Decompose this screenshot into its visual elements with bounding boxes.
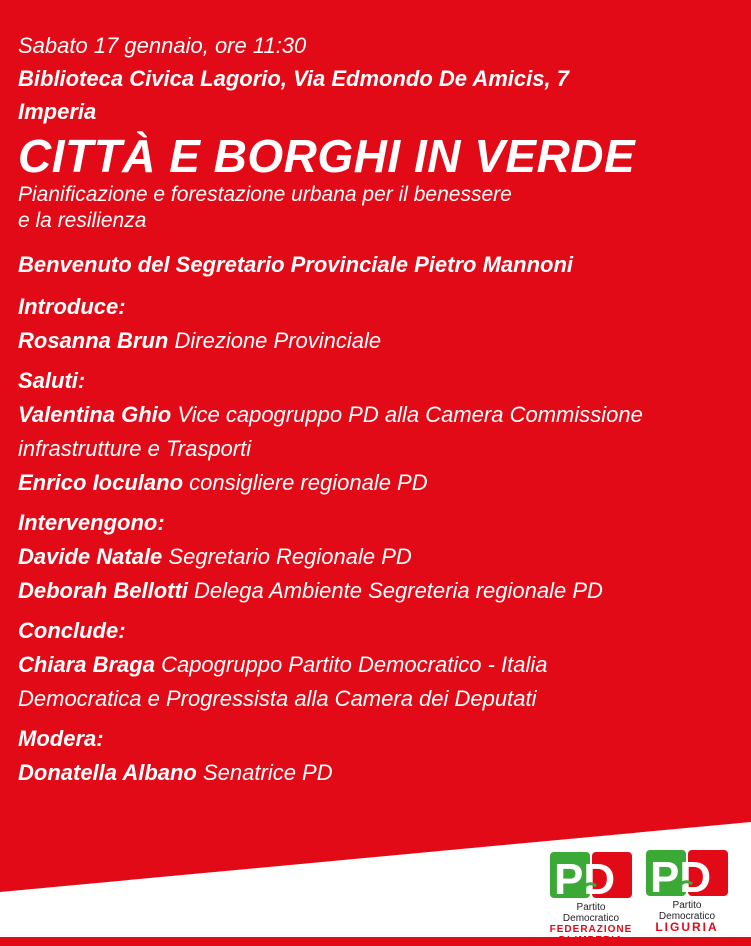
pd-imperia-logo	[548, 850, 634, 946]
logo-caption	[548, 902, 634, 946]
pd-mark-icon	[644, 848, 730, 900]
speaker-name: Davide Natale	[18, 544, 163, 569]
speaker-name: Valentina Ghio	[18, 402, 172, 427]
speaker-role: Direzione Provinciale	[174, 328, 382, 353]
subtitle-line-1: Pianificazione e forestazione urbana per il benessere	[18, 183, 512, 206]
logo-branch-line1: LIGURIA	[655, 920, 719, 934]
section-label: Saluti:	[18, 368, 86, 393]
logo-branch-line1: FEDERAZIONE	[549, 924, 633, 935]
section-saluti	[18, 364, 738, 500]
speaker-role: Senatrice PD	[203, 760, 333, 785]
logo-branch-line2: DI IMPERIA	[558, 935, 624, 946]
logo-party-name: Partito Democratico	[562, 902, 620, 924]
section-introduce	[18, 290, 738, 358]
speaker-name: Rosanna Brun	[18, 328, 169, 353]
section-label: Introduce:	[18, 294, 126, 319]
section-label: Intervengono:	[18, 510, 165, 535]
section-modera	[18, 722, 738, 790]
section-intervengono	[18, 506, 738, 608]
event-details	[18, 30, 738, 796]
speaker-row	[18, 540, 738, 574]
speaker-row	[18, 466, 738, 500]
speaker-name: Donatella Albano	[18, 760, 197, 785]
event-subtitle	[18, 182, 738, 234]
speaker-row	[18, 324, 738, 358]
speaker-row	[18, 756, 738, 790]
speaker-row	[18, 574, 738, 608]
welcome-line: Benvenuto del Segretario Provinciale Pietro Mannoni	[18, 252, 574, 277]
pd-liguria-logo	[644, 848, 730, 933]
venue-city: Imperia	[18, 99, 97, 124]
logo-caption	[644, 900, 730, 933]
speaker-role: consigliere regionale PD	[189, 470, 428, 495]
speaker-row	[18, 398, 738, 432]
speaker-role: Delega Ambiente Segreteria regionale PD	[194, 578, 603, 603]
speaker-role: Segretario Regionale PD	[168, 544, 412, 569]
section-label: Modera:	[18, 726, 104, 751]
speaker-row	[18, 648, 738, 682]
speaker-role: Capogruppo Partito Democratico - Italia	[161, 652, 548, 677]
speaker-name: Deborah Bellotti	[18, 578, 188, 603]
speaker-role-continued: infrastrutture e Trasporti	[18, 436, 252, 461]
speaker-role: Vice capogruppo PD alla Camera Commissione	[177, 402, 643, 427]
logo-mark-text: PD	[554, 855, 616, 902]
pd-mark-icon	[548, 850, 634, 902]
venue-address: Biblioteca Civica Lagorio, Via Edmondo De Amicis, 7	[18, 66, 569, 91]
event-venue	[18, 62, 738, 128]
event-title: CITTÀ E BORGHI IN VERDE	[18, 130, 636, 182]
subtitle-line-2: e la resilienza	[18, 209, 147, 232]
speaker-role-continued: Democratica e Progressista alla Camera dei Deputati	[18, 686, 537, 711]
speaker-name: Chiara Braga	[18, 652, 155, 677]
section-conclude	[18, 614, 738, 716]
speaker-name: Enrico Ioculano	[18, 470, 184, 495]
section-label: Conclude:	[18, 618, 126, 643]
logo-mark-text: PD	[650, 853, 712, 900]
logo-party-name: Partito Democratico	[658, 900, 716, 922]
event-date-time: Sabato 17 gennaio, ore 11:30	[18, 33, 307, 58]
